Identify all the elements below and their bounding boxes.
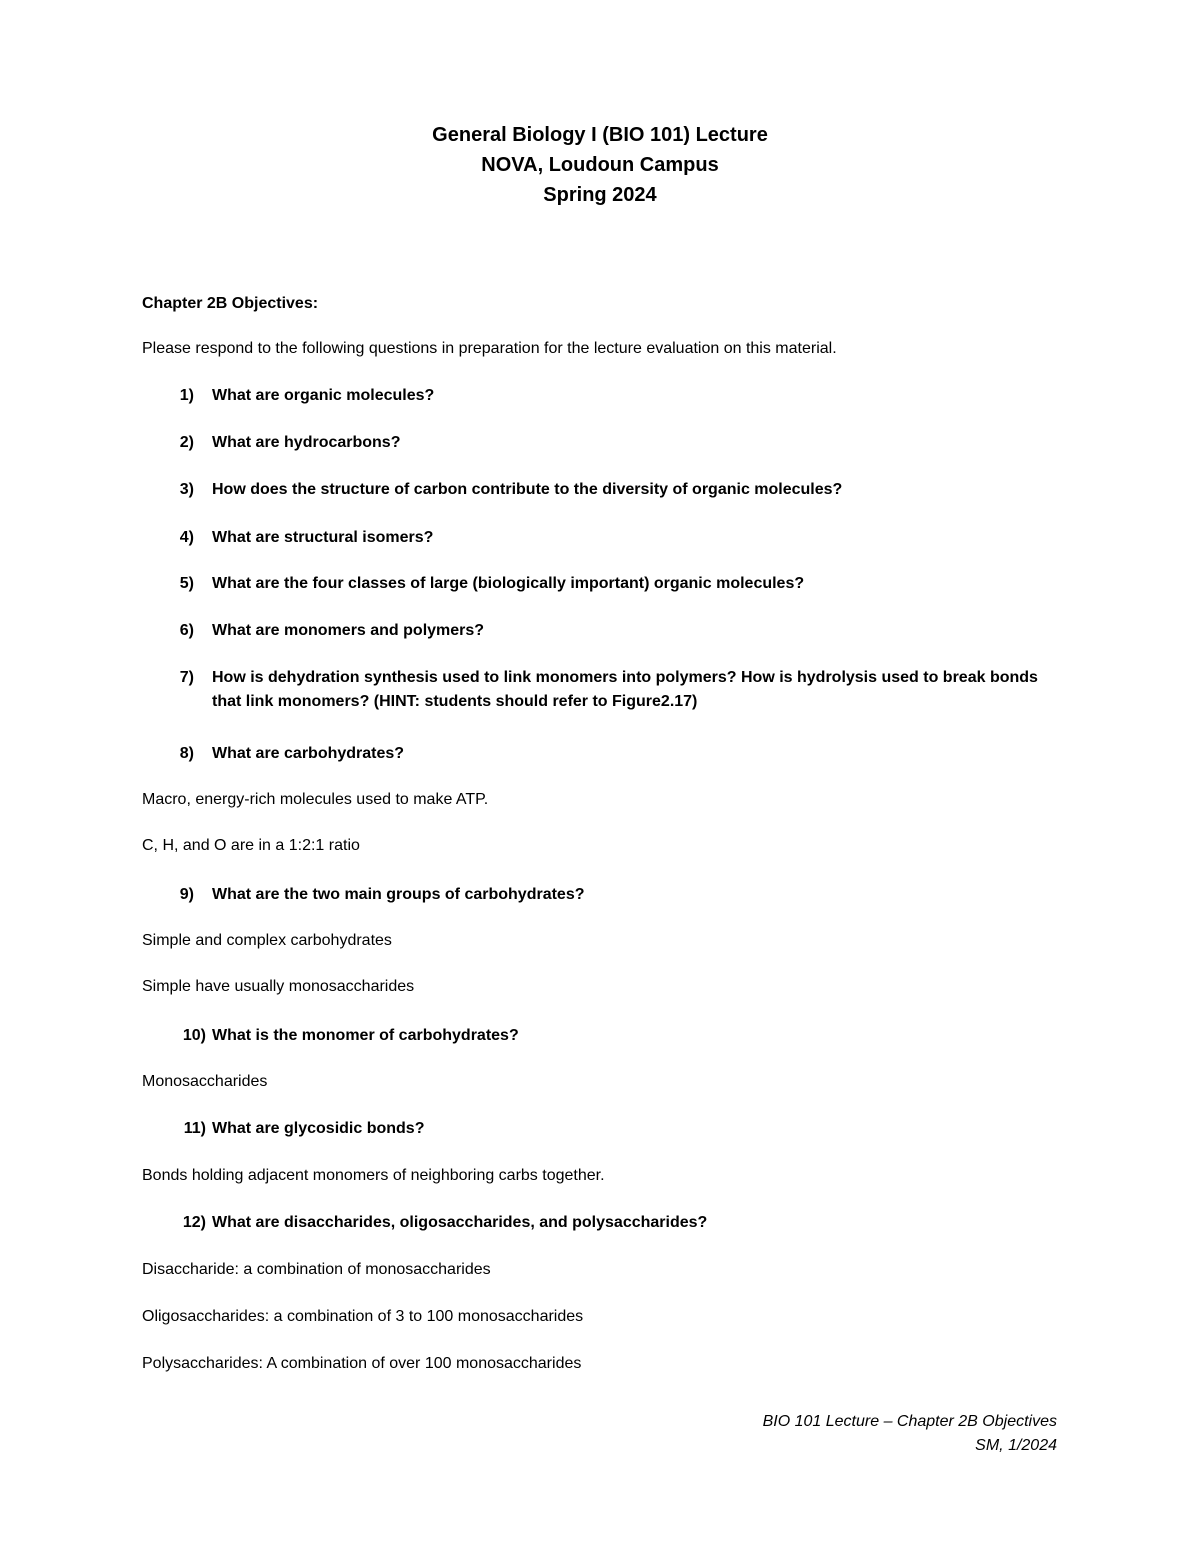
document-footer bbox=[763, 1410, 1057, 1458]
answer-text: Polysaccharides: A combination of over 100 monosaccharides bbox=[142, 1355, 582, 1372]
question-text: How is dehydration synthesis used to link monomers into polymers? How is hydrolysis used to break bonds that link monomers? (HINT: students should refer to Figure2.17) bbox=[212, 669, 1038, 710]
question-number: 1) bbox=[179, 387, 194, 404]
question-text: What are the two main groups of carbohydrates? bbox=[212, 886, 585, 903]
document-header bbox=[0, 120, 1200, 210]
question-text: What are organic molecules? bbox=[212, 387, 435, 404]
question-number: 3) bbox=[179, 481, 194, 498]
question-number: 9) bbox=[179, 886, 194, 903]
answer-text: Monosaccharides bbox=[142, 1073, 268, 1090]
section-title: Chapter 2B Objectives: bbox=[142, 295, 319, 312]
question-number: 11) bbox=[183, 1120, 206, 1137]
course-title: General Biology I (BIO 101) Lecture bbox=[432, 124, 768, 146]
question-number: 10) bbox=[182, 1027, 206, 1044]
answer-text: Bonds holding adjacent monomers of neighboring carbs together. bbox=[142, 1167, 605, 1184]
answer-text: Macro, energy-rich molecules used to make ATP. bbox=[142, 791, 489, 808]
intro-text: Please respond to the following questions in preparation for the lecture evaluation on this material. bbox=[142, 340, 837, 357]
question-number: 8) bbox=[179, 745, 194, 762]
question-text: What are glycosidic bonds? bbox=[212, 1120, 425, 1137]
question-text: What are carbohydrates? bbox=[212, 745, 405, 762]
answer-text: Oligosaccharides: a combination of 3 to 100 monosaccharides bbox=[142, 1308, 584, 1325]
question-text: What are monomers and polymers? bbox=[212, 622, 485, 639]
footer-title: BIO 101 Lecture – Chapter 2B Objectives bbox=[762, 1413, 1057, 1430]
question-number: 12) bbox=[182, 1214, 206, 1231]
footer-author-date: SM, 1/2024 bbox=[975, 1437, 1057, 1454]
question-text: What are disaccharides, oligosaccharides, and polysaccharides? bbox=[212, 1214, 708, 1231]
answer-text: Simple and complex carbohydrates bbox=[142, 932, 392, 949]
question-text: What are the four classes of large (biologically important) organic molecules? bbox=[212, 575, 805, 592]
campus-name: NOVA, Loudoun Campus bbox=[481, 154, 719, 176]
question-text: What are hydrocarbons? bbox=[212, 434, 401, 451]
question-number: 2) bbox=[179, 434, 194, 451]
question-number: 4) bbox=[179, 529, 194, 546]
question-text: What are structural isomers? bbox=[212, 529, 434, 546]
question-number: 7) bbox=[179, 669, 194, 686]
answer-text: Simple have usually monosaccharides bbox=[142, 978, 415, 995]
answer-text: C, H, and O are in a 1:2:1 ratio bbox=[142, 837, 360, 854]
question-text: How does the structure of carbon contribute to the diversity of organic molecules? bbox=[212, 481, 843, 498]
answer-text: Disaccharide: a combination of monosaccharides bbox=[142, 1261, 491, 1278]
semester: Spring 2024 bbox=[543, 184, 657, 206]
question-number: 6) bbox=[179, 622, 194, 639]
question-text: What is the monomer of carbohydrates? bbox=[212, 1027, 519, 1044]
question-number: 5) bbox=[179, 575, 194, 592]
